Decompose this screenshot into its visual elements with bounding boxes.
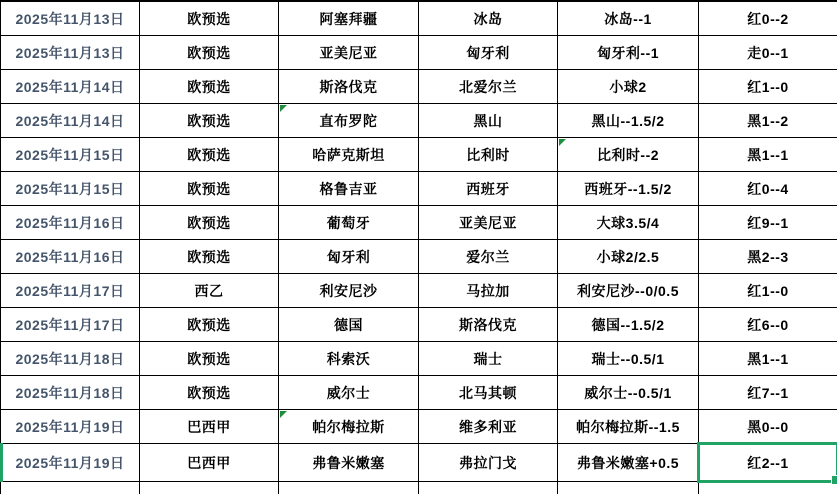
table-row bbox=[1, 308, 837, 342]
cell-league[interactable] bbox=[140, 36, 279, 70]
cell-home-team[interactable] bbox=[279, 70, 419, 104]
cell-result[interactable] bbox=[699, 172, 837, 206]
cell-result[interactable] bbox=[699, 138, 837, 172]
home-team-text: 帕尔梅拉斯 bbox=[312, 418, 385, 435]
cell-recommendation[interactable] bbox=[558, 172, 699, 206]
cell-away-team[interactable] bbox=[419, 444, 558, 482]
cell-empty[interactable] bbox=[1, 482, 140, 494]
cell-empty[interactable] bbox=[699, 482, 837, 494]
away-team-text: 爱尔兰 bbox=[466, 248, 510, 265]
away-team-text: 比利时 bbox=[466, 146, 510, 163]
cell-league[interactable] bbox=[140, 70, 279, 104]
league-text: 欧预选 bbox=[187, 350, 231, 367]
cell-date[interactable] bbox=[1, 240, 140, 274]
home-team-text: 德国 bbox=[334, 316, 363, 333]
away-team-text: 西班牙 bbox=[466, 180, 510, 197]
cell-away-team[interactable] bbox=[419, 308, 558, 342]
home-team-text: 哈萨克斯坦 bbox=[312, 146, 385, 163]
cell-recommendation[interactable] bbox=[558, 36, 699, 70]
table-row-partial bbox=[1, 482, 837, 494]
league-text: 欧预选 bbox=[187, 146, 231, 163]
cell-away-team[interactable] bbox=[419, 104, 558, 138]
result-text: 红1--0 bbox=[747, 282, 789, 299]
cell-date[interactable] bbox=[1, 138, 140, 172]
cell-result[interactable] bbox=[699, 240, 837, 274]
league-text: 巴西甲 bbox=[187, 418, 231, 435]
cell-league[interactable] bbox=[140, 206, 279, 240]
league-text: 欧预选 bbox=[187, 10, 231, 27]
result-text: 走0--1 bbox=[747, 44, 789, 61]
cell-away-team[interactable] bbox=[419, 376, 558, 410]
date-text: 2025年11月15日 bbox=[15, 180, 125, 197]
away-team-text: 匈牙利 bbox=[466, 44, 510, 61]
league-text: 欧预选 bbox=[187, 180, 231, 197]
cell-empty[interactable] bbox=[279, 482, 419, 494]
home-team-text: 斯洛伐克 bbox=[319, 78, 378, 95]
home-team-text: 阿塞拜疆 bbox=[319, 10, 378, 27]
cell-result[interactable] bbox=[699, 444, 837, 482]
cell-away-team[interactable] bbox=[419, 172, 558, 206]
cell-away-team[interactable] bbox=[419, 410, 558, 444]
cell-result[interactable] bbox=[699, 36, 837, 70]
cell-recommendation[interactable] bbox=[558, 104, 699, 138]
date-text: 2025年11月13日 bbox=[15, 44, 125, 61]
cell-league[interactable] bbox=[140, 376, 279, 410]
date-text: 2025年11月16日 bbox=[15, 214, 125, 231]
recommendation-text: 威尔士--0.5/1 bbox=[584, 384, 672, 401]
cell-recommendation[interactable] bbox=[558, 1, 699, 36]
date-text: 2025年11月19日 bbox=[15, 418, 125, 435]
table-row bbox=[1, 104, 837, 138]
cell-away-team[interactable] bbox=[419, 240, 558, 274]
cell-home-team[interactable] bbox=[279, 240, 419, 274]
cell-date[interactable] bbox=[1, 410, 140, 444]
result-text: 红7--1 bbox=[747, 384, 789, 401]
cell-recommendation[interactable] bbox=[558, 376, 699, 410]
match-table-body bbox=[1, 1, 837, 494]
cell-league[interactable] bbox=[140, 274, 279, 308]
table-row bbox=[1, 36, 837, 70]
cell-home-team[interactable] bbox=[279, 444, 419, 482]
recommendation-text: 匈牙利--1 bbox=[596, 44, 660, 61]
date-text: 2025年11月17日 bbox=[15, 316, 125, 333]
result-text: 黑2--3 bbox=[747, 248, 789, 265]
table-row bbox=[1, 138, 837, 172]
cell-date[interactable] bbox=[1, 172, 140, 206]
table-row bbox=[1, 444, 837, 482]
table-row bbox=[1, 342, 837, 376]
cell-date[interactable] bbox=[1, 342, 140, 376]
cell-home-team[interactable] bbox=[279, 36, 419, 70]
cell-result[interactable] bbox=[699, 308, 837, 342]
result-text: 红6--0 bbox=[747, 316, 789, 333]
cell-home-team[interactable] bbox=[279, 206, 419, 240]
cell-league[interactable] bbox=[140, 240, 279, 274]
cell-date[interactable] bbox=[1, 308, 140, 342]
recommendation-text: 瑞士--0.5/1 bbox=[591, 350, 665, 367]
away-team-text: 马拉加 bbox=[466, 282, 510, 299]
league-text: 欧预选 bbox=[187, 44, 231, 61]
cell-recommendation[interactable] bbox=[558, 410, 699, 444]
league-text: 巴西甲 bbox=[187, 454, 231, 471]
error-indicator-icon bbox=[280, 105, 287, 112]
league-text: 欧预选 bbox=[187, 248, 231, 265]
result-text: 红2--1 bbox=[747, 454, 789, 471]
table-row bbox=[1, 274, 837, 308]
recommendation-text: 利安尼沙--0/0.5 bbox=[577, 282, 679, 299]
table-row bbox=[1, 1, 837, 36]
result-text: 红0--4 bbox=[747, 180, 789, 197]
cell-date[interactable] bbox=[1, 376, 140, 410]
date-text: 2025年11月14日 bbox=[15, 78, 125, 95]
league-text: 西乙 bbox=[194, 282, 224, 299]
cell-result[interactable] bbox=[699, 342, 837, 376]
cell-recommendation[interactable] bbox=[558, 274, 699, 308]
cell-home-team[interactable] bbox=[279, 376, 419, 410]
cell-date[interactable] bbox=[1, 104, 140, 138]
away-team-text: 亚美尼亚 bbox=[459, 214, 517, 231]
away-team-text: 弗拉门戈 bbox=[459, 454, 517, 471]
cell-recommendation[interactable] bbox=[558, 138, 699, 172]
cell-recommendation[interactable] bbox=[558, 444, 699, 482]
cell-recommendation[interactable] bbox=[558, 240, 699, 274]
date-text: 2025年11月15日 bbox=[15, 146, 125, 163]
date-text: 2025年11月14日 bbox=[15, 112, 125, 129]
away-team-text: 北爱尔兰 bbox=[459, 78, 517, 95]
cell-result[interactable] bbox=[699, 410, 837, 444]
recommendation-text: 小球2 bbox=[609, 78, 647, 95]
league-text: 欧预选 bbox=[187, 78, 231, 95]
home-team-text: 葡萄牙 bbox=[326, 214, 371, 231]
recommendation-text: 大球3.5/4 bbox=[596, 214, 660, 231]
away-team-text: 瑞士 bbox=[473, 350, 503, 367]
cell-date[interactable] bbox=[1, 444, 140, 482]
cell-league[interactable] bbox=[140, 444, 279, 482]
cell-recommendation[interactable] bbox=[558, 342, 699, 376]
cell-home-team[interactable] bbox=[279, 138, 419, 172]
result-text: 红1--0 bbox=[747, 78, 789, 95]
away-team-text: 北马其顿 bbox=[459, 384, 517, 401]
result-text: 黑0--0 bbox=[747, 418, 789, 435]
cell-league[interactable] bbox=[140, 104, 279, 138]
league-text: 欧预选 bbox=[187, 316, 231, 333]
recommendation-text: 小球2/2.5 bbox=[596, 248, 660, 265]
recommendation-text: 比利时--2 bbox=[596, 146, 660, 163]
cell-empty[interactable] bbox=[558, 482, 699, 494]
recommendation-text: 西班牙--1.5/2 bbox=[584, 180, 672, 197]
result-text: 黑1--1 bbox=[747, 350, 789, 367]
table-row bbox=[1, 206, 837, 240]
cell-home-team[interactable] bbox=[279, 1, 419, 36]
recommendation-text: 弗鲁米嫩塞+0.5 bbox=[576, 454, 680, 471]
home-team-text: 威尔士 bbox=[326, 384, 371, 401]
cell-league[interactable] bbox=[140, 138, 279, 172]
table-row bbox=[1, 70, 837, 104]
cell-away-team[interactable] bbox=[419, 206, 558, 240]
recommendation-text: 黑山--1.5/2 bbox=[591, 112, 665, 129]
cell-home-team[interactable] bbox=[279, 410, 419, 444]
cell-home-team[interactable] bbox=[279, 274, 419, 308]
cell-away-team[interactable] bbox=[419, 1, 558, 36]
date-text: 2025年11月19日 bbox=[15, 454, 125, 471]
cell-league[interactable] bbox=[140, 342, 279, 376]
cell-date[interactable] bbox=[1, 70, 140, 104]
cell-home-team[interactable] bbox=[279, 172, 419, 206]
table-row bbox=[1, 376, 837, 410]
away-team-text: 冰岛 bbox=[473, 10, 503, 27]
cell-date[interactable] bbox=[1, 274, 140, 308]
result-text: 红0--2 bbox=[747, 10, 789, 27]
cell-away-team[interactable] bbox=[419, 138, 558, 172]
error-indicator-icon bbox=[559, 139, 566, 146]
cell-away-team[interactable] bbox=[419, 342, 558, 376]
cell-home-team[interactable] bbox=[279, 104, 419, 138]
home-team-text: 匈牙利 bbox=[326, 248, 371, 265]
recommendation-text: 德国--1.5/2 bbox=[591, 316, 665, 333]
date-text: 2025年11月16日 bbox=[15, 248, 125, 265]
table-row bbox=[1, 172, 837, 206]
cell-recommendation[interactable] bbox=[558, 206, 699, 240]
away-team-text: 黑山 bbox=[473, 112, 503, 129]
away-team-text: 维多利亚 bbox=[459, 418, 517, 435]
home-team-text: 直布罗陀 bbox=[319, 112, 378, 129]
cell-date[interactable] bbox=[1, 1, 140, 36]
table-row bbox=[1, 410, 837, 444]
league-text: 欧预选 bbox=[187, 214, 231, 231]
cell-home-team[interactable] bbox=[279, 342, 419, 376]
row-selection-edge bbox=[0, 443, 3, 482]
home-team-text: 格鲁吉亚 bbox=[319, 180, 378, 197]
table-row bbox=[1, 240, 837, 274]
cell-empty[interactable] bbox=[419, 482, 558, 494]
cell-result[interactable] bbox=[699, 206, 837, 240]
cell-date[interactable] bbox=[1, 36, 140, 70]
cell-recommendation[interactable] bbox=[558, 308, 699, 342]
cell-league[interactable] bbox=[140, 308, 279, 342]
cell-away-team[interactable] bbox=[419, 70, 558, 104]
home-team-text: 利安尼沙 bbox=[319, 282, 378, 299]
cell-empty[interactable] bbox=[140, 482, 279, 494]
result-text: 红9--1 bbox=[747, 214, 789, 231]
cell-league[interactable] bbox=[140, 410, 279, 444]
cell-away-team[interactable] bbox=[419, 36, 558, 70]
cell-home-team[interactable] bbox=[279, 308, 419, 342]
cell-league[interactable] bbox=[140, 1, 279, 36]
date-text: 2025年11月17日 bbox=[15, 282, 125, 299]
result-text: 黑1--2 bbox=[747, 112, 789, 129]
cell-away-team[interactable] bbox=[419, 274, 558, 308]
recommendation-text: 帕尔梅拉斯--1.5 bbox=[576, 418, 680, 435]
error-indicator-icon bbox=[280, 411, 287, 418]
date-text: 2025年11月18日 bbox=[15, 384, 125, 401]
recommendation-text: 冰岛--1 bbox=[604, 10, 652, 27]
away-team-text: 斯洛伐克 bbox=[459, 316, 517, 333]
cell-result[interactable] bbox=[699, 376, 837, 410]
result-text: 黑1--1 bbox=[747, 146, 789, 163]
cell-result[interactable] bbox=[699, 274, 837, 308]
home-team-text: 科索沃 bbox=[326, 350, 371, 367]
league-text: 欧预选 bbox=[187, 112, 231, 129]
date-text: 2025年11月13日 bbox=[15, 10, 125, 27]
home-team-text: 亚美尼亚 bbox=[319, 44, 378, 61]
league-text: 欧预选 bbox=[187, 384, 231, 401]
cell-result[interactable] bbox=[699, 70, 837, 104]
cell-result[interactable] bbox=[699, 104, 837, 138]
date-text: 2025年11月18日 bbox=[15, 350, 125, 367]
cell-result[interactable] bbox=[699, 1, 837, 36]
cell-recommendation[interactable] bbox=[558, 70, 699, 104]
cell-league[interactable] bbox=[140, 172, 279, 206]
home-team-text: 弗鲁米嫩塞 bbox=[312, 454, 385, 471]
cell-date[interactable] bbox=[1, 206, 140, 240]
